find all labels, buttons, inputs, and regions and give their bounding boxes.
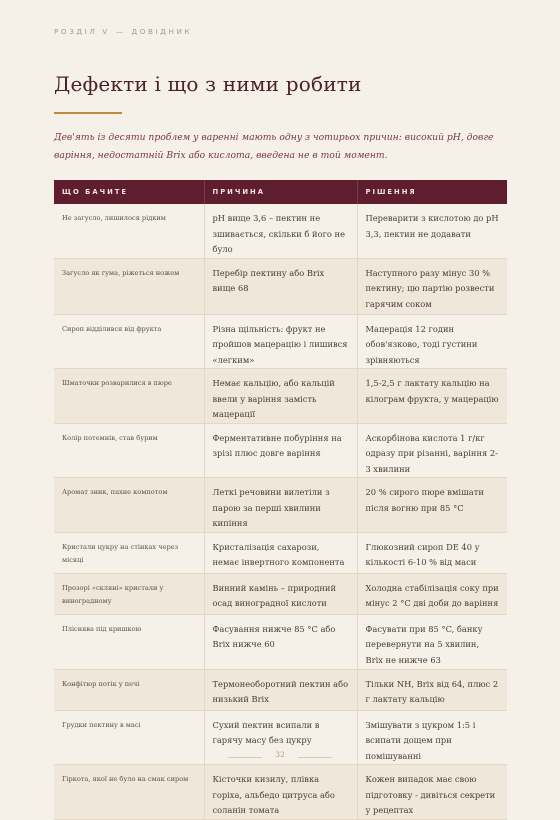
page-title: Дефекти і що з ними робити [54, 72, 362, 96]
row-fix: Мацерація 12 годин обов'язково, тоді густини зрівняються [357, 314, 507, 369]
table-header [54, 180, 507, 204]
page-number: 32 [275, 750, 285, 759]
table-row [54, 669, 507, 710]
row-fix: Кожен випадок має свою підготовку - дивіться секрети у рецептах [357, 765, 507, 820]
row-cause: Термонеоборотний пектин або низький Brix [204, 669, 357, 710]
row-cause: pH вище 3,6 – пектин не зшивається, скільки б його не було [204, 204, 357, 258]
header-what-you-see: ЩО БАЧИТЕ [54, 180, 204, 204]
running-head [54, 27, 192, 36]
row-symptom: Грудки пектину в масі [54, 710, 204, 765]
table-row [54, 369, 507, 424]
row-symptom: Пліснява під кришкою [54, 614, 204, 669]
row-cause: Кісточки кизилу, плівка горіха, альбедо цитруса або соланін томата [204, 765, 357, 820]
table-row [54, 423, 507, 478]
running-head-name: ДОВІДНИК [131, 27, 193, 36]
row-symptom: Аромат зник, пахне компотом [54, 478, 204, 533]
lead-paragraph: Дев'ять із десяти проблем у варенні мають одну з чотирьох причин: високий pH, довге варіння, недостатній Brix або кислота, введена не в той момент. [54, 132, 494, 161]
table-header-row [54, 180, 507, 204]
footer-rule-right [298, 757, 332, 758]
row-cause: Кристалізація сахарози, немає інвертного компонента [204, 532, 357, 573]
row-fix: Тільки NH, Brix від 64, плюс 2 г лактату кальцію [357, 669, 507, 710]
row-cause: Фасування нижче 85 °C або Brix нижче 60 [204, 614, 357, 669]
row-fix: Наступного разу мінус 30 % пектину; цю партію розвести гарячим соком [357, 258, 507, 314]
title-accent-rule [54, 112, 122, 114]
table-row [54, 573, 507, 614]
table-body [54, 204, 507, 819]
row-symptom: Гіркота, якої не було на смак сиром [54, 765, 204, 820]
row-symptom: Кристали цукру на стінках через місяці [54, 532, 204, 573]
footer-rule-left [228, 757, 262, 758]
row-symptom: Колір потемнів, став бурим [54, 423, 204, 478]
row-cause: Леткі речовини вилетіли з парою за перші хвилини кипіння [204, 478, 357, 533]
row-cause: Винний камінь – природний осад виноградної кислоти [204, 573, 357, 614]
row-cause: Перебір пектину або Brix вище 68 [204, 258, 357, 314]
header-solution: РІШЕННЯ [357, 180, 507, 204]
table-row [54, 314, 507, 369]
row-fix: 20 % сирого пюре вмішати після вогню при 85 °C [357, 478, 507, 533]
row-symptom: Прозорі «скляні» кристали у виноградному [54, 573, 204, 614]
row-fix: 1,5-2,5 г лактату кальцію на кілограм фрукта, у мацерацію [357, 369, 507, 424]
row-cause: Сухий пектин всипали в гарячу масу без цукру [204, 710, 357, 765]
table-row [54, 765, 507, 820]
row-cause: Різна щільність: фрукт не пройшов мацерацію і лишився «легким» [204, 314, 357, 369]
row-fix: Фасувати при 85 °C, банку перевернути на 5 хвилин, Brix не нижче 63 [357, 614, 507, 669]
row-fix: Переварити з кислотою до pH 3,3, пектин не додавати [357, 204, 507, 258]
table-row [54, 258, 507, 314]
row-cause: Ферментативне побуріння на зрізі плюс довге варіння [204, 423, 357, 478]
table-row [54, 532, 507, 573]
row-cause: Немає кальцію, або кальцій ввели у варіння замість мацерації [204, 369, 357, 424]
row-symptom: Сироп відділився від фрукта [54, 314, 204, 369]
header-cause: ПРИЧИНА [204, 180, 357, 204]
running-head-separator: — [115, 27, 126, 36]
row-symptom: Загусло як гума, ріжеться ножем [54, 258, 204, 314]
row-fix: Холодна стабілізація соку при мінус 2 °C дві доби до варіння [357, 573, 507, 614]
page-footer [0, 750, 560, 764]
row-fix: Змішувати з цукром 1:5 і всипати дощем при помішуванні [357, 710, 507, 765]
table-row [54, 614, 507, 669]
row-symptom: Конфітюр потік у печі [54, 669, 204, 710]
row-symptom: Шматочки розварилися в пюре [54, 369, 204, 424]
table-row [54, 204, 507, 258]
row-symptom: Не загусло, лишилося рідким [54, 204, 204, 258]
defects-table [54, 180, 507, 820]
table-row [54, 478, 507, 533]
running-head-section: РОЗДІЛ V [54, 27, 110, 36]
row-fix: Аскорбінова кислота 1 г/кг одразу при різанні, варіння 2-3 хвилини [357, 423, 507, 478]
row-fix: Глюкозний сироп DE 40 у кількості 6-10 % від маси [357, 532, 507, 573]
